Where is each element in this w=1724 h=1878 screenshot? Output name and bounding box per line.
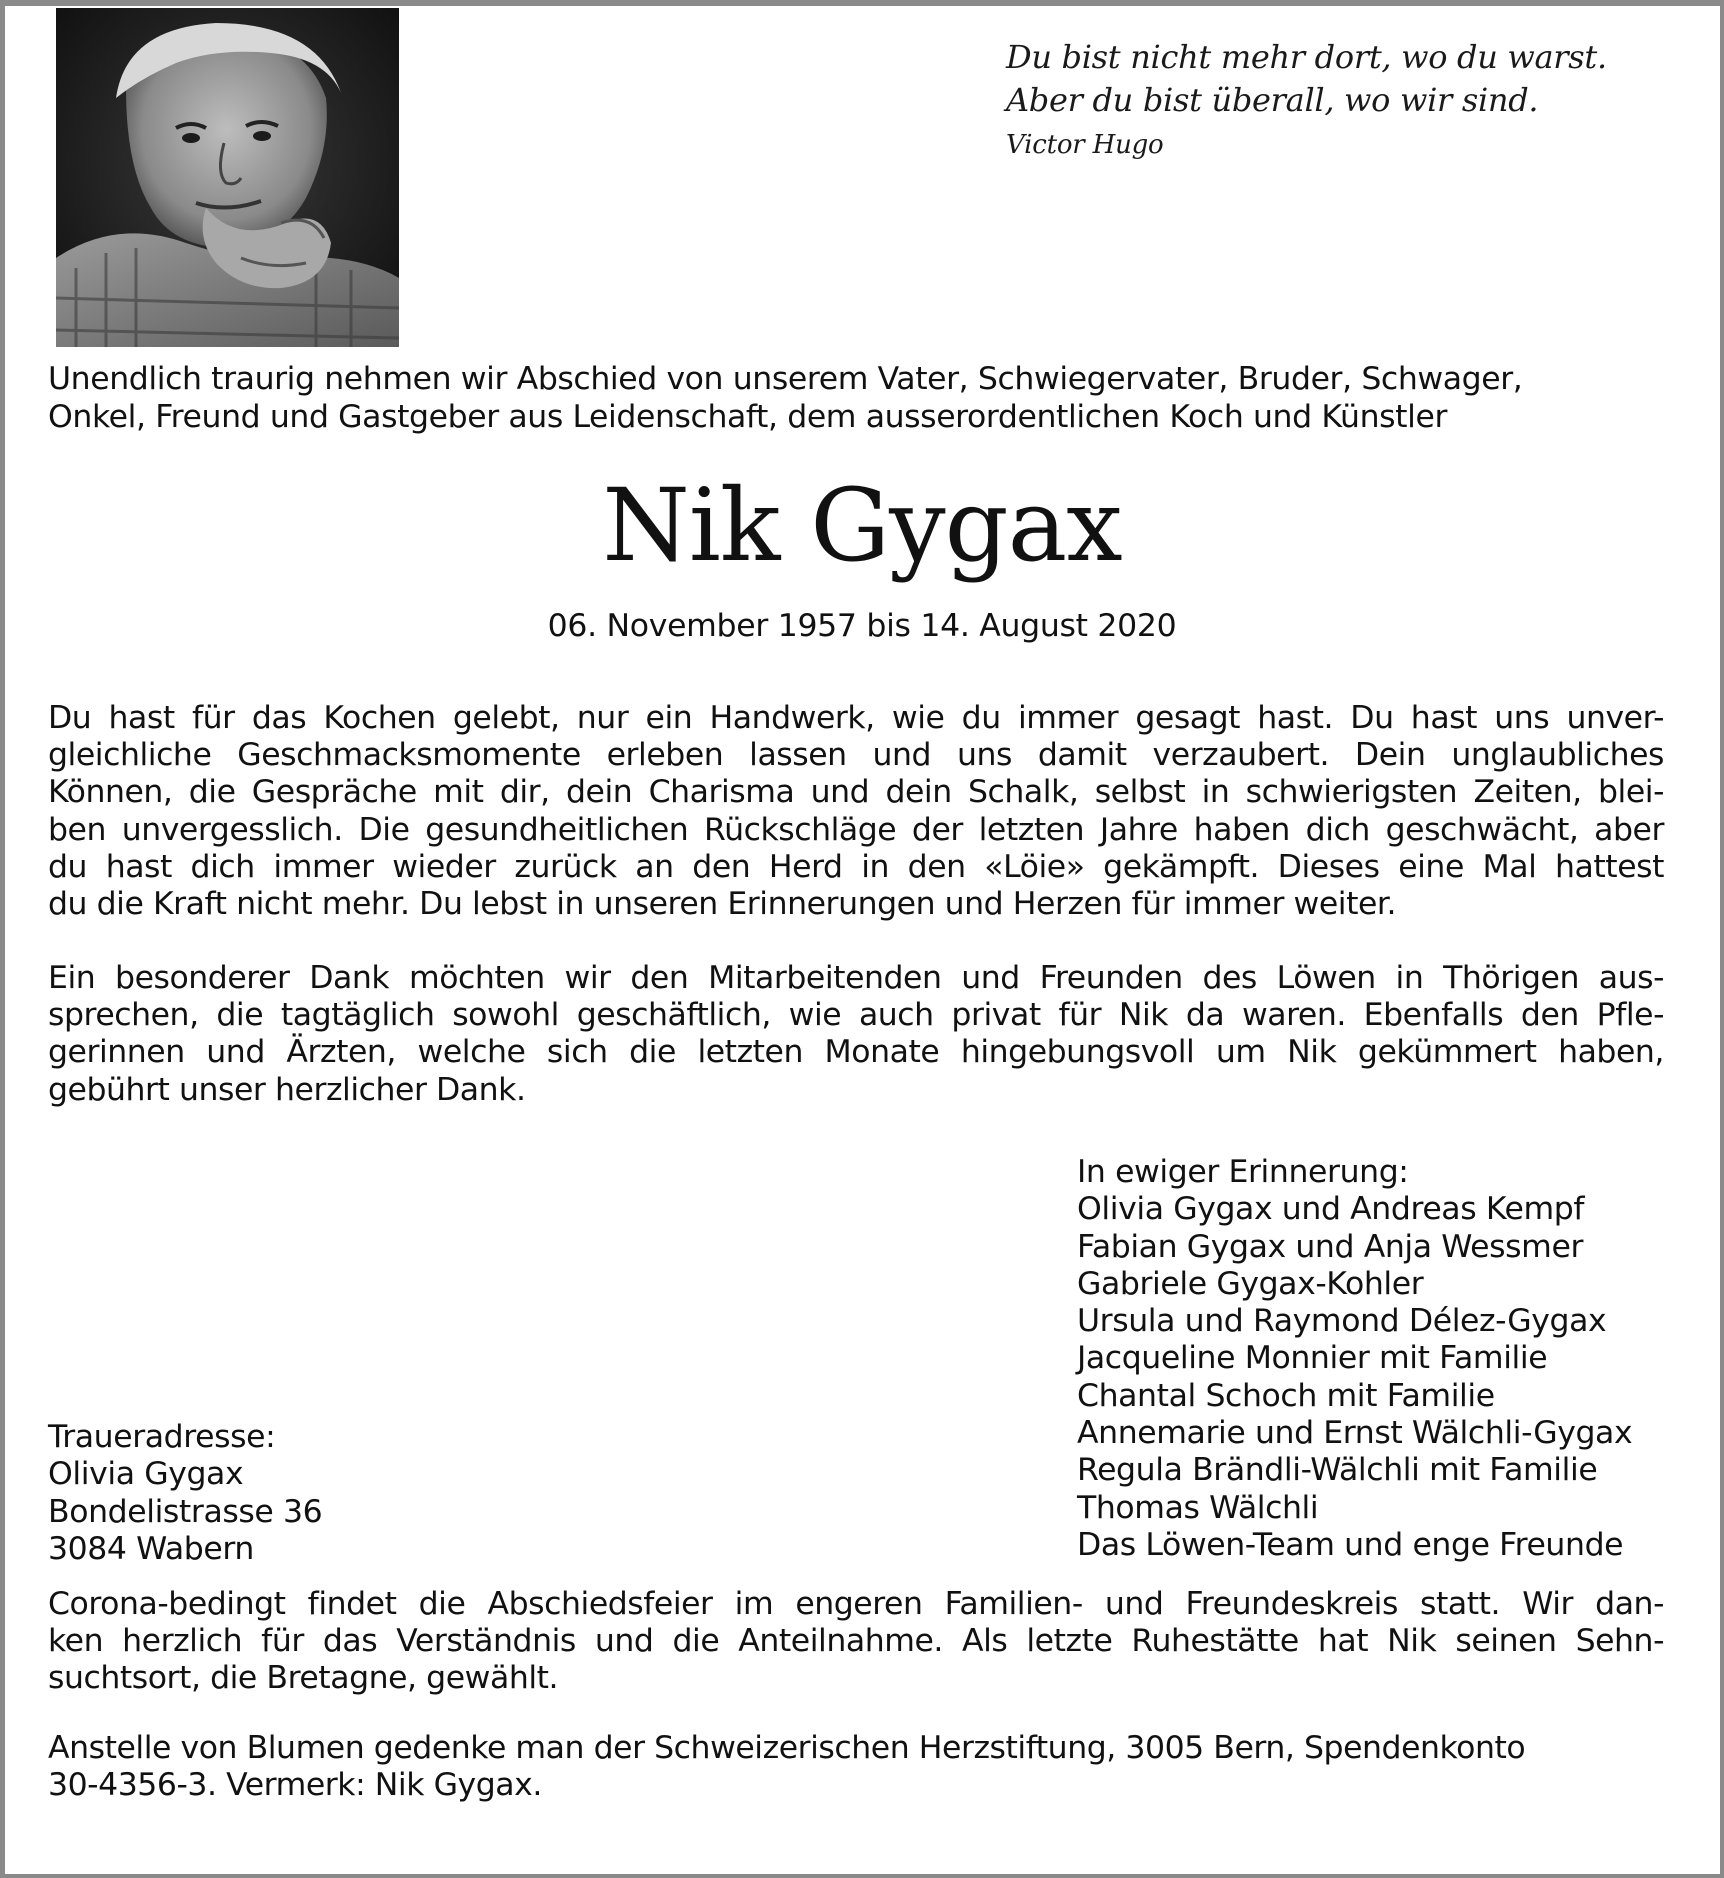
text-line: Können, die Gespräche mit dir, dein Charisma und dein Schalk, selbst in schwierigsten Zeiten, blei- xyxy=(48,774,1664,811)
mourner-name: Annemarie und Ernst Wälchli-Gygax xyxy=(1077,1415,1633,1452)
intro-line: Unendlich traurig nehmen wir Abschied von unserem Vater, Schwiegervater, Bruder, Schwager, xyxy=(48,361,1523,397)
text-line: ken herzlich für das Verständnis und die Anteilnahme. Als letzte Ruhestätte hat Nik seinen Sehn- xyxy=(48,1623,1664,1660)
mourner-name: Regula Brändli-Wälchli mit Familie xyxy=(1077,1452,1598,1489)
address-city: 3084 Wabern xyxy=(48,1530,254,1567)
text-line: gebührt unser herzlicher Dank. xyxy=(48,1071,526,1108)
text-line: Ein besonderer Dank möchten wir den Mitarbeitenden und Freunden des Löwen in Thörigen aus- xyxy=(48,960,1664,996)
paragraph-ceremony xyxy=(48,1586,1664,1698)
paragraph-thanks xyxy=(48,960,1664,1109)
address-street: Bondelistrasse 36 xyxy=(48,1493,323,1530)
text-line: Du hast für das Kochen gelebt, nur ein Handwerk, wie du immer gesagt hast. Du hast uns unver- xyxy=(48,700,1664,736)
paragraph-tribute xyxy=(48,700,1664,923)
quote xyxy=(1006,36,1607,122)
mourning-address xyxy=(48,1419,322,1568)
life-dates: 06. November 1957 bis 14. August 2020 xyxy=(547,608,1177,644)
mourner-name: Thomas Wälchli xyxy=(1077,1489,1319,1526)
text-line: du hast dich immer wieder zurück an den Herd in den «Löie» gekämpft. Dieses eine Mal hattest xyxy=(48,848,1664,885)
quote-author: Victor Hugo xyxy=(1006,130,1164,160)
quote-line: Aber du bist überall, wo wir sind. xyxy=(1006,81,1539,119)
deceased-name: Nik Gygax xyxy=(602,467,1122,584)
text-line: ben unvergesslich. Die gesundheitlichen Rückschläge der letzten Jahre haben dich geschwächt, aber xyxy=(48,811,1664,848)
address-heading: Traueradresse: xyxy=(48,1419,276,1455)
mourner-name: Olivia Gygax und Andreas Kempf xyxy=(1077,1191,1585,1228)
mourner-name: Das Löwen-Team und enge Freunde xyxy=(1077,1526,1624,1563)
mourner-name: Fabian Gygax und Anja Wessmer xyxy=(1077,1228,1583,1265)
text-line: du die Kraft nicht mehr. Du lebst in unseren Erinnerungen und Herzen für immer weiter. xyxy=(48,886,1397,923)
mourners-list xyxy=(1077,1154,1632,1564)
text-line: gleichliche Geschmacksmomente erleben lassen und uns damit verzaubert. Dein unglaubliches xyxy=(48,737,1664,774)
text-line: gerinnen und Ärzten, welche sich die letzten Monate hingebungsvoll um Nik gekümmert haben, xyxy=(48,1034,1664,1071)
portrait-photo xyxy=(56,8,399,347)
text-line: 30-4356-3. Vermerk: Nik Gygax. xyxy=(48,1767,542,1804)
text-line: Corona-bedingt findet die Abschiedsfeier im engeren Familien- und Freundeskreis statt. Wir dan- xyxy=(48,1586,1664,1622)
paragraph-donation xyxy=(48,1730,1664,1804)
intro-text xyxy=(48,360,1668,436)
mourner-name: Jacqueline Monnier mit Familie xyxy=(1077,1340,1548,1377)
mourners-heading: In ewiger Erinnerung: xyxy=(1077,1154,1409,1190)
mourner-name: Ursula und Raymond Délez-Gygax xyxy=(1077,1303,1607,1340)
mourner-name: Gabriele Gygax-Kohler xyxy=(1077,1265,1424,1302)
text-line: sprechen, die tagtäglich sowohl geschäftlich, wie auch privat für Nik da waren. Ebenfalls den Pfle- xyxy=(48,997,1664,1034)
text-line: Anstelle von Blumen gedenke man der Schweizerischen Herzstiftung, 3005 Bern, Spendenkonto xyxy=(48,1730,1526,1766)
quote-line: Du bist nicht mehr dort, wo du warst. xyxy=(1006,38,1607,76)
address-name: Olivia Gygax xyxy=(48,1456,244,1493)
portrait-image xyxy=(56,8,399,347)
mourner-name: Chantal Schoch mit Familie xyxy=(1077,1377,1495,1414)
text-line: suchtsort, die Bretagne, gewählt. xyxy=(48,1660,559,1697)
intro-line: Onkel, Freund und Gastgeber aus Leidenschaft, dem ausserordentlichen Koch und Künstler xyxy=(48,399,1447,435)
